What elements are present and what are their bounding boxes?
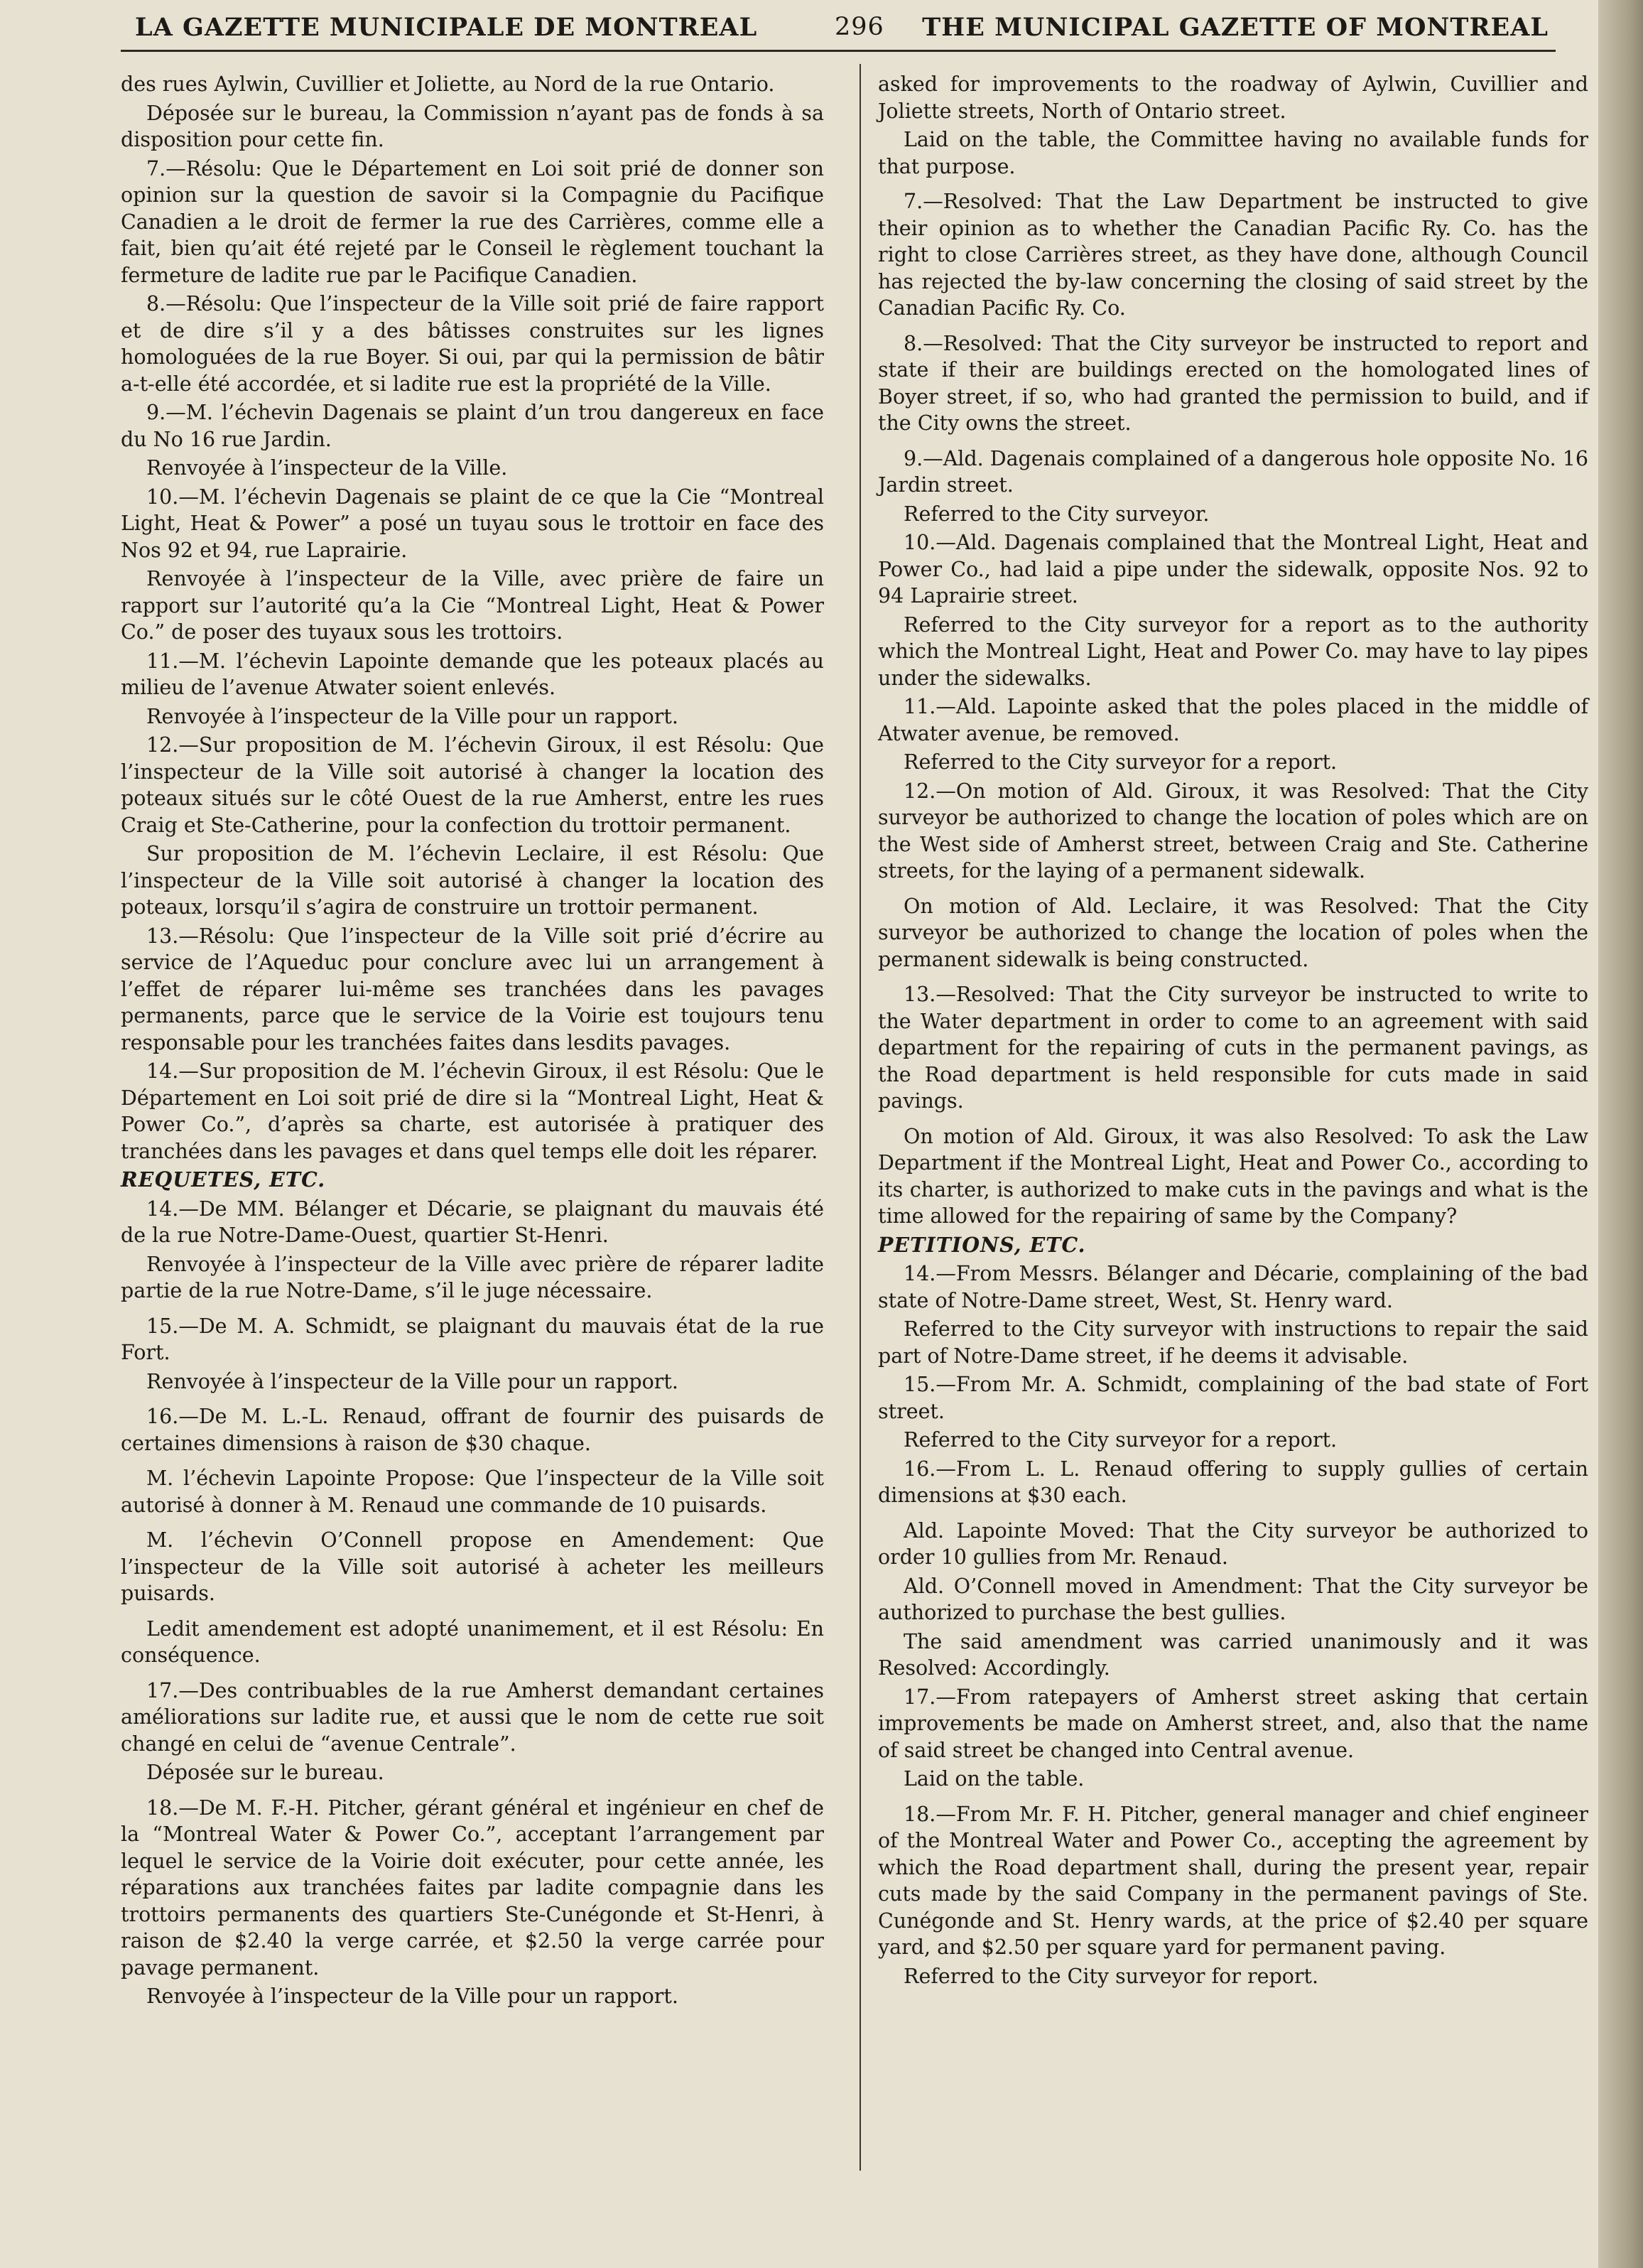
paragraph: On motion of Ald. Leclaire, it was Resolved: That the City surveyor be authorized to change the location of poles when the permanent sidewalk is being constructed. bbox=[878, 894, 1588, 971]
paragraph: 13.—Resolved: That the City surveyor be instructed to write to the Water department in order to come to an agreement with said department for the repairing of cuts in the permanent pavings, as the Road department is held responsible for cuts made in said pavings. bbox=[878, 983, 1588, 1113]
french-column bbox=[121, 71, 824, 2012]
paragraph: 7.—Resolved: That the Law Department be instructed to give their opinion as to whether the Canadian Pacific Ry. Co. has the right to close Carrières street, as they have done, although Council has rejected the by-law concerning the closing of said street by the Canadian Pacific Ry. Co. bbox=[878, 190, 1588, 320]
paragraph: M. l’échevin O’Connell propose en Amendement: Que l’inspecteur de la Ville soit autorisé à acheter les meilleurs puisards. bbox=[121, 1528, 824, 1605]
paragraph: Renvoyée à l’inspecteur de la Ville. bbox=[146, 456, 508, 480]
paragraph: 13.—Résolu: Que l’inspecteur de la Ville soit prié d’écrire au service de l’Aqueduc pour conclure avec lui un arrangement à l’effet de réparer lui-même ses tranchées dans les pavages permanents, parce que le service de la Voirie est toujours tenu responsable pour les tranchées faites dans lesdits pavages. bbox=[121, 924, 824, 1054]
paragraph: 7.—Résolu: Que le Département en Loi soit prié de donner son opinion sur la question de savoir si la Compagnie du Pacifique Canadien a le droit de fermer la rue des Carrières, comme elle a fait, bien qu’ait été rejeté par le Conseil le règlement touchant la fermeture de ladite rue par le Pacifique Canadien. bbox=[121, 156, 824, 287]
paragraph: des rues Aylwin, Cuvillier et Joliette, au Nord de la rue Ontario. bbox=[121, 72, 775, 96]
paragraph: asked for improvements to the roadway of Aylwin, Cuvillier and Joliette streets, North of Ontario street. bbox=[878, 72, 1588, 123]
paragraph: 8.—Resolved: That the City surveyor be instructed to report and state if their are buildings erected on the homologated lines of Boyer street, if so, who had granted the permission to build, and if the City owns the street. bbox=[878, 331, 1588, 435]
paragraph: Ledit amendement est adopté unanimement, et il est Résolu: En conséquence. bbox=[121, 1616, 824, 1667]
paragraph: M. l’échevin Lapointe Propose: Que l’inspecteur de la Ville soit autorisé à donner à M. Renaud une commande de 10 puisards. bbox=[121, 1467, 824, 1517]
paragraph: The said amendment was carried unanimously and it was Resolved: Accordingly. bbox=[878, 1629, 1588, 1680]
paragraph: Ald. O’Connell moved in Amendment: That the City surveyor be authorized to purchase the best gullies. bbox=[878, 1574, 1588, 1624]
paragraph: 18.—De M. F.-H. Pitcher, gérant général et ingénieur en chef de la “Montreal Water & Power Co.”, acceptant l’arrangement par lequel le service de la Voirie doit exécuter, pour cette année, les réparations aux tranchées faites par ladite compagnie dans les trottoirs permanents des quartiers Ste-Cunégonde et St-Henri, à raison de $2.40 la verge carrée, et $2.50 la verge carrée pour pavage permanent. bbox=[121, 1796, 824, 1980]
paragraph: Referred to the City surveyor with instructions to repair the said part of Notre-Dame street, if he deems it advisable. bbox=[878, 1317, 1588, 1368]
paragraph: Renvoyée à l’inspecteur de la Ville pour un rapport. bbox=[146, 1984, 678, 2008]
paragraph: Renvoyée à l’inspecteur de la Ville avec prière de réparer ladite partie de la rue Notre-Dame, s’il le juge nécessaire. bbox=[121, 1252, 824, 1302]
english-column bbox=[878, 71, 1588, 1992]
paragraph: 14.—From Messrs. Bélanger and Décarie, complaining of the bad state of Notre-Dame street, West, St. Henry ward. bbox=[878, 1262, 1588, 1312]
paragraph: 16.—De M. L.-L. Renaud, offrant de fournir des puisards de certaines dimensions à raison de $30 chaque. bbox=[121, 1405, 824, 1455]
page-edge-shadow bbox=[1598, 0, 1643, 2268]
paragraph: 10.—Ald. Dagenais complained that the Montreal Light, Heat and Power Co., had laid a pipe under the sidewalk, opposite Nos. 92 to 94 Laprairie street. bbox=[878, 531, 1588, 608]
paragraph: 15.—De M. A. Schmidt, se plaignant du mauvais état de la rue Fort. bbox=[121, 1314, 824, 1364]
paragraph: Sur proposition de M. l’échevin Leclaire, il est Résolu: Que l’inspecteur de la Ville soit autorisé à changer la location des poteaux, lorsqu’il s’agira de construire un trottoir permanent. bbox=[121, 842, 824, 919]
paragraph: On motion of Ald. Giroux, it was also Resolved: To ask the Law Department if the Montreal Light, Heat and Power Co., according to its charter, is authorized to make cuts in the pavings and what is the time allowed for the repairing of same by the Company? bbox=[878, 1124, 1588, 1228]
paragraph: Laid on the table. bbox=[904, 1767, 1085, 1791]
header-title-english: THE MUNICIPAL GAZETTE OF MONTREAL bbox=[922, 13, 1549, 42]
section-heading-requetes: REQUETES, ETC. bbox=[121, 1167, 326, 1192]
paragraph: 14.—Sur proposition de M. l’échevin Giroux, il est Résolu: Que le Département en Loi soit prié de dire si la “Montreal Light, Heat & Power Co.”, d’après sa charte, est autorisée à pratiquer des tranchées dans les pavages et dans quel temps elle doit les réparer. bbox=[121, 1059, 824, 1163]
paragraph: 17.—Des contribuables de la rue Amherst demandant certaines améliorations sur ladite rue, et aussi que le nom de cette rue soit changé en celui de “avenue Centrale”. bbox=[121, 1678, 824, 1756]
paragraph: 11.—M. l’échevin Lapointe demande que les poteaux placés au milieu de l’avenue Atwater soient enlevés. bbox=[121, 649, 824, 699]
paragraph: Referred to the City surveyor for a report. bbox=[904, 750, 1338, 774]
paragraph: 10.—M. l’échevin Dagenais se plaint de ce que la Cie “Montreal Light, Heat & Power” a posé un tuyau sous le trottoir en face des Nos 92 et 94, rue Laprairie. bbox=[121, 485, 824, 562]
header-rule bbox=[121, 50, 1556, 52]
paragraph: 8.—Résolu: Que l’inspecteur de la Ville soit prié de faire rapport et de dire s’il y a des bâtisses construites sur les lignes homologuées de la rue Boyer. Si oui, par qui la permission de bâtir a-t-elle été accordée, et si ladite rue est la propriété de la Ville. bbox=[121, 292, 824, 396]
header-title-french: LA GAZETTE MUNICIPALE DE MONTREAL bbox=[135, 13, 758, 42]
page-number: 296 bbox=[835, 13, 884, 41]
section-heading-petitions: PETITIONS, ETC. bbox=[878, 1232, 1086, 1257]
paragraph: 15.—From Mr. A. Schmidt, complaining of the bad state of Fort street. bbox=[878, 1373, 1588, 1423]
paragraph: Déposée sur le bureau, la Commission n’ayant pas de fonds à sa disposition pour cette fin. bbox=[121, 101, 824, 151]
paragraph: 11.—Ald. Lapointe asked that the poles placed in the middle of Atwater avenue, be removed. bbox=[878, 695, 1588, 745]
paragraph: 12.—On motion of Ald. Giroux, it was Resolved: That the City surveyor be authorized to change the location of poles which are on the West side of Amherst street, between Craig and Ste. Catherine streets, for the laying of a permanent sidewalk. bbox=[878, 779, 1588, 882]
paragraph: Renvoyée à l’inspecteur de la Ville pour un rapport. bbox=[146, 704, 678, 728]
paragraph: 18.—From Mr. F. H. Pitcher, general manager and chief engineer of the Montreal Water and Power Co., accepting the agreement by which the Road department shall, during the present year, repair cuts made by the said Company in the permanent pavings of Ste. Cunégonde and St. Henry wards, at the price of $2.40 per square yard, and $2.50 per square yard for permanent paving. bbox=[878, 1802, 1588, 1959]
paragraph: Referred to the City surveyor. bbox=[904, 502, 1210, 526]
paragraph: 16.—From L. L. Renaud offering to supply gullies of certain dimensions at $30 each. bbox=[878, 1457, 1588, 1507]
running-header bbox=[135, 13, 1549, 55]
paragraph: 17.—From ratepayers of Amherst street asking that certain improvements be made on Amherst street, and, also that the name of said street be changed into Central avenue. bbox=[878, 1685, 1588, 1762]
paragraph: Renvoyée à l’inspecteur de la Ville, avec prière de faire un rapport sur l’autorité qu’a la Cie “Montreal Light, Heat & Power Co.” de poser des tuyaux sous les trottoirs. bbox=[121, 567, 824, 644]
paragraph: Ald. Lapointe Moved: That the City surveyor be authorized to order 10 gullies from Mr. Renaud. bbox=[878, 1518, 1588, 1569]
paragraph: 12.—Sur proposition de M. l’échevin Giroux, il est Résolu: Que l’inspecteur de la Ville soit autorisé à changer la location des poteaux situés sur le côté Ouest de la rue Amherst, entre les rues Craig et Ste-Catherine, pour la confection du trottoir permanent. bbox=[121, 733, 824, 837]
paragraph: Renvoyée à l’inspecteur de la Ville pour un rapport. bbox=[146, 1369, 678, 1393]
paragraph: Referred to the City surveyor for a report. bbox=[904, 1428, 1338, 1452]
paragraph: Laid on the table, the Committee having no available funds for that purpose. bbox=[878, 128, 1588, 178]
paragraph: Referred to the City surveyor for a report as to the authority which the Montreal Light, Heat and Power Co. may have to lay pipes under the sidewalks. bbox=[878, 612, 1588, 690]
paragraph: 14.—De MM. Bélanger et Décarie, se plaignant du mauvais été de la rue Notre-Dame-Ouest, quartier St-Henri. bbox=[121, 1197, 824, 1247]
paragraph: Referred to the City surveyor for report. bbox=[904, 1964, 1319, 1988]
paragraph: 9.—M. l’échevin Dagenais se plaint d’un trou dangereux en face du No 16 rue Jardin. bbox=[121, 401, 824, 451]
column-divider bbox=[860, 64, 861, 2171]
paragraph: Déposée sur le bureau. bbox=[146, 1761, 384, 1784]
paragraph: 9.—Ald. Dagenais complained of a dangerous hole opposite No. 16 Jardin street. bbox=[878, 446, 1588, 497]
